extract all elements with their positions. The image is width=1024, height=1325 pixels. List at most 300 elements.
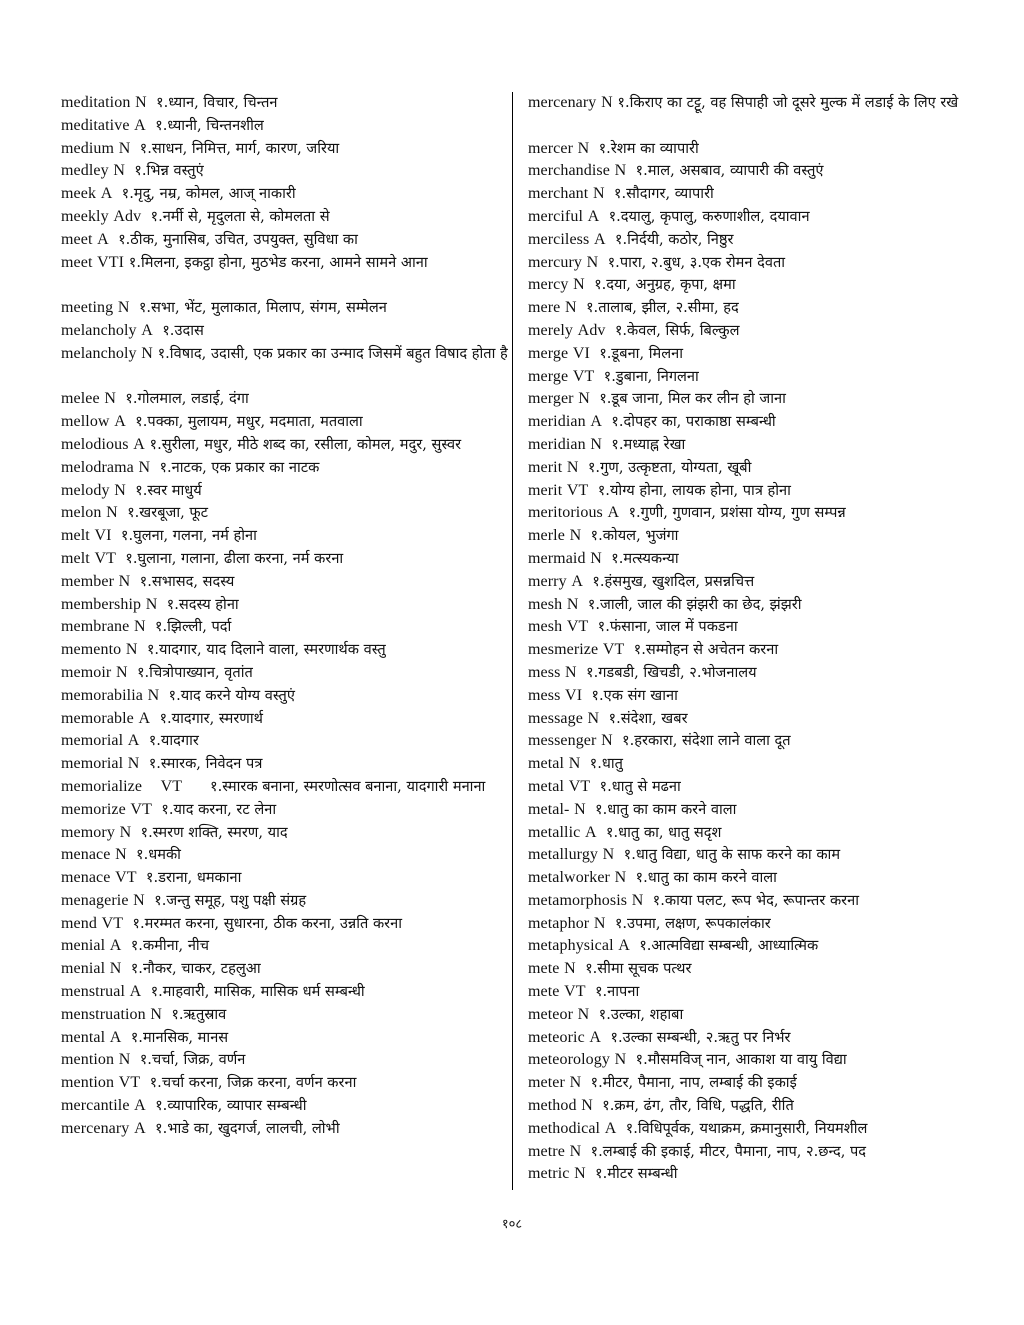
- definition: १.नाटक, एक प्रकार का नाटक: [159, 458, 320, 476]
- part-of-speech: N: [117, 299, 130, 317]
- dictionary-entry: [61, 1049, 497, 1072]
- headword: mermaid: [528, 549, 586, 567]
- part-of-speech: A: [97, 230, 109, 248]
- definition: १.मौसमविज् नान, आकाश या वायु विद्या: [635, 1051, 847, 1069]
- headword: memento: [61, 641, 122, 659]
- part-of-speech: N: [586, 253, 599, 271]
- dictionary-entry: [528, 1095, 1024, 1118]
- definition: १.ध्यान, विचार, चिन्तन: [156, 94, 278, 111]
- headword: merge: [528, 344, 569, 362]
- part-of-speech: A: [141, 321, 153, 339]
- part-of-speech: N: [581, 1097, 593, 1115]
- part-of-speech: N: [114, 481, 126, 499]
- definition: १.निर्दयी, कठोर, निष्ठुर: [614, 230, 734, 248]
- definition: १.डुबाना, निगलना: [603, 367, 699, 385]
- dictionary-entry: [528, 434, 1024, 457]
- definition: १.विधिपूर्वक, यथाक्रम, क्रमानुसारी, नियमशील: [625, 1119, 868, 1137]
- definition: १.खरबूजा, फूट: [127, 504, 209, 522]
- dictionary-entry: [528, 343, 1024, 366]
- part-of-speech: N: [614, 162, 627, 180]
- definition: १.तालाब, झील, २.सीमा, हद: [585, 299, 739, 317]
- dictionary-entry: [61, 708, 497, 731]
- part-of-speech: N: [141, 344, 153, 362]
- headword: merit: [528, 458, 563, 476]
- definition: १.योग्य होना, लायक होना, पात्र होना: [597, 481, 791, 499]
- headword: message: [528, 709, 583, 727]
- definition: १.किराए का टट्टू, वह सिपाही जो दूसरे मुल्क में लडाई के लिए रखे: [617, 94, 959, 111]
- headword: mellow: [61, 413, 110, 431]
- part-of-speech: A: [134, 1119, 146, 1137]
- headword: merle: [528, 527, 565, 545]
- headword: meridian: [528, 413, 586, 431]
- part-of-speech: N: [104, 390, 116, 408]
- headword: meteor: [528, 1005, 574, 1023]
- dictionary-entry: [61, 844, 497, 867]
- definition: १.धातु का, धातु सदृश: [605, 823, 722, 841]
- definition: १.रेशम का व्यापारी: [598, 139, 699, 157]
- dictionary-entry: [61, 92, 497, 115]
- definition: १.धमकी: [136, 846, 181, 864]
- part-of-speech: VI: [572, 344, 590, 362]
- headword: memory: [61, 823, 115, 841]
- dictionary-entry: [528, 1118, 1024, 1141]
- headword: medium: [61, 139, 115, 157]
- part-of-speech: N: [577, 139, 590, 157]
- definition: १.सीमा सूचक पत्थर: [585, 960, 692, 978]
- part-of-speech: N: [569, 527, 582, 545]
- dictionary-entry: [528, 1049, 1024, 1072]
- part-of-speech: A: [109, 1028, 122, 1046]
- headword: mercy: [528, 276, 569, 294]
- part-of-speech: A: [571, 572, 583, 590]
- headword: metallurgy: [528, 846, 599, 864]
- definition: १.मत्स्यकन्या: [611, 549, 679, 567]
- definition: १.सभा, भेंट, मुलाकात, मिलाप, संगम, सम्मेलन: [138, 299, 387, 317]
- right-column: [528, 92, 1024, 1186]
- definition: १.केवल, सिर्फ, बिल्कुल: [614, 321, 740, 339]
- dictionary-entry: [61, 480, 497, 503]
- definition: १.माल, असबाव, व्यापारी की वस्तुएं: [635, 162, 824, 180]
- definition: १.यादगार: [148, 732, 199, 750]
- part-of-speech: N: [127, 755, 140, 773]
- dictionary-entry: [61, 890, 497, 913]
- headword: menace: [61, 846, 111, 864]
- part-of-speech: A: [114, 413, 126, 431]
- definition: १.दोपहर का, पराकाष्ठा सम्बन्धी: [611, 413, 776, 431]
- definition: १.कोयल, भुजंगा: [590, 527, 679, 545]
- headword: mere: [528, 299, 561, 317]
- headword: melon: [61, 504, 102, 522]
- headword: meet: [61, 253, 93, 271]
- headword: merchant: [528, 185, 589, 203]
- definition: १.सुरीला, मधुर, मीठे शब्द का, रसीला, कोमल, मदुर, सुस्वर: [149, 435, 462, 453]
- headword: meditation: [61, 94, 131, 111]
- headword: mete: [528, 960, 560, 978]
- part-of-speech: VT: [118, 1074, 141, 1092]
- headword: merciful: [528, 207, 583, 225]
- dictionary-entry: [61, 1095, 497, 1118]
- part-of-speech: N: [133, 891, 145, 909]
- definition: १.गुणी, गुणवान, प्रशंसा योग्य, गुण सम्पन्न: [628, 504, 846, 522]
- definition: १.मध्याह्न रेखा: [611, 435, 686, 453]
- dictionary-entry: [61, 502, 497, 525]
- part-of-speech: N: [577, 1005, 590, 1023]
- dictionary-entry: [528, 1163, 1024, 1186]
- part-of-speech: A: [133, 435, 145, 453]
- definition: १.माहवारी, मासिक, मासिक धर्म सम्बन्धी: [150, 983, 365, 1001]
- headword: merciless: [528, 230, 590, 248]
- definition: १.एक संग खाना: [591, 686, 678, 704]
- definition: १.घुलाना, गलाना, ढीला करना, नर्म करना: [125, 549, 344, 567]
- dictionary-entry: [61, 662, 497, 685]
- headword: metaphor: [528, 914, 590, 932]
- part-of-speech: N: [590, 549, 602, 567]
- part-of-speech: A: [593, 230, 606, 248]
- part-of-speech: N: [565, 663, 577, 681]
- dictionary-entry: [61, 1004, 497, 1027]
- dictionary-entry: [61, 867, 497, 890]
- dictionary-entry: [61, 434, 497, 457]
- dictionary-entry: [528, 708, 1024, 731]
- dictionary-entry: [528, 92, 1024, 115]
- dictionary-entry: [61, 252, 497, 275]
- headword: melodious: [61, 435, 129, 453]
- definition: १.मीटर सम्बन्धी: [595, 1165, 678, 1183]
- dictionary-entry: [528, 1027, 1024, 1050]
- definition: १.यादगार, याद दिलाने वाला, स्मरणार्थक वस्तु: [146, 641, 386, 659]
- headword: merely: [528, 321, 574, 339]
- part-of-speech: N: [574, 1165, 586, 1183]
- part-of-speech: VT: [130, 800, 152, 818]
- dictionary-entry: [528, 252, 1024, 275]
- dictionary-entry: [528, 1072, 1024, 1095]
- headword: metal: [528, 777, 565, 795]
- definition: १.स्वर माधुर्य: [135, 481, 202, 499]
- definition: १.सम्मोहन से अचेतन करना: [633, 641, 779, 659]
- definition: १.पारा, २.बुध, ३.एक रोमन देवता: [607, 253, 786, 271]
- dictionary-entry: [61, 343, 508, 366]
- headword: menace: [61, 869, 111, 887]
- definition: १.ठीक, मुनासिब, उचित, उपयुक्त, सुविधा का: [118, 230, 358, 248]
- part-of-speech: N: [614, 1051, 627, 1069]
- part-of-speech: N: [566, 458, 579, 476]
- headword: menial: [61, 937, 106, 955]
- part-of-speech: N: [590, 435, 602, 453]
- dictionary-entry: [528, 548, 1024, 571]
- part-of-speech: N: [125, 641, 138, 659]
- dictionary-entry: [528, 730, 1024, 753]
- headword: meet: [61, 230, 93, 248]
- headword: metre: [528, 1142, 565, 1160]
- part-of-speech: N: [150, 1005, 163, 1023]
- definition: १.नापना: [594, 983, 640, 1001]
- definition: १.नौकर, चाकर, टहलुआ: [130, 960, 261, 978]
- part-of-speech: N: [587, 709, 600, 727]
- definition: १.गुण, उत्कृष्टता, योग्यता, खूबी: [587, 458, 752, 476]
- headword: membrane: [61, 618, 130, 636]
- definition: १.आत्मविद्या सम्बन्धी, आध्यात्मिक: [639, 937, 819, 955]
- definition: १.घुलना, गलना, नर्म होना: [120, 527, 257, 545]
- part-of-speech: N: [568, 755, 581, 773]
- dictionary-entry: [528, 457, 1024, 480]
- dictionary-entry: [61, 571, 497, 594]
- dictionary-entry: [528, 867, 1024, 890]
- dictionary-entry: [528, 274, 1024, 297]
- dictionary-entry: [528, 822, 1024, 845]
- headword: menagerie: [61, 891, 129, 909]
- part-of-speech: VT: [115, 869, 137, 887]
- headword: mesh: [528, 618, 563, 636]
- dictionary-entry: [528, 935, 1024, 958]
- headword: memorial: [61, 732, 124, 750]
- part-of-speech: A: [129, 983, 142, 1001]
- definition: १.झिल्ली, पर्दा: [154, 618, 232, 636]
- headword: mess: [528, 686, 561, 704]
- left-column: [61, 92, 508, 1141]
- headword: method: [528, 1097, 577, 1115]
- definition: १.संदेशा, खबर: [608, 709, 688, 727]
- definition: १.गडबडी, खिचडी, २.भोजनालय: [585, 663, 757, 681]
- headword: mercenary: [61, 1119, 130, 1137]
- definition: १.दया, अनुग्रह, कृपा, क्षमा: [594, 276, 736, 294]
- part-of-speech: A: [134, 116, 146, 134]
- dictionary-entry: [61, 730, 497, 753]
- part-of-speech: N: [578, 390, 590, 408]
- dictionary-entry: [61, 411, 497, 434]
- dictionary-entry: [61, 753, 497, 776]
- definition: १.सदस्य होना: [166, 595, 239, 613]
- headword: metamorphosis: [528, 891, 628, 909]
- dictionary-entry: [61, 548, 497, 571]
- dictionary-entry: [528, 844, 1024, 867]
- part-of-speech: VT: [94, 549, 117, 567]
- headword: mercer: [528, 139, 574, 157]
- definition: १.धातु विद्या, धातु के साफ करने का काम: [623, 846, 841, 864]
- headword: merit: [528, 481, 563, 499]
- headword: menial: [61, 960, 106, 978]
- part-of-speech: VI: [94, 527, 112, 545]
- headword: meeting: [61, 299, 114, 317]
- dictionary-entry: [528, 229, 1024, 252]
- headword: meditative: [61, 116, 130, 134]
- part-of-speech: N: [569, 1142, 582, 1160]
- column-divider: [512, 92, 513, 1190]
- part-of-speech: N: [631, 891, 644, 909]
- headword: membership: [61, 595, 142, 613]
- definition: १.ऋतुस्राव: [171, 1005, 227, 1023]
- part-of-speech: N: [147, 686, 160, 704]
- part-of-speech: N: [564, 960, 576, 978]
- definition: १.ध्यानी, चिन्तनशील: [155, 116, 264, 134]
- dictionary-entry: [61, 981, 497, 1004]
- definition: १.हरकारा, संदेशा लाने वाला दूत: [622, 732, 791, 750]
- dictionary-entry: [61, 138, 497, 161]
- definition: १.भिन्न वस्तुएं: [134, 162, 204, 180]
- part-of-speech: N: [113, 162, 125, 180]
- part-of-speech: A: [587, 207, 600, 225]
- definition: १.स्मारक बनाना, स्मरणोत्सव बनाना, यादगारी मनाना: [210, 777, 486, 795]
- part-of-speech: N: [119, 823, 132, 841]
- dictionary-entry: [528, 525, 1024, 548]
- headword: mercenary: [528, 94, 597, 111]
- dictionary-entry: [61, 115, 497, 138]
- dictionary-entry: [61, 206, 497, 229]
- definition: १.भाडे का, खुदगर्ज, लालची, लोभी: [155, 1119, 340, 1137]
- dictionary-entry: [61, 297, 497, 320]
- definition: १.जाली, जाल की झंझरी का छेद, झंझरी: [587, 595, 802, 613]
- dictionary-entry: [61, 1072, 497, 1095]
- definition: १.सौदागर, व्यापारी: [613, 185, 714, 203]
- definition: १.चित्रोपाख्यान, वृतांत: [136, 663, 253, 681]
- headword: member: [61, 572, 115, 590]
- dictionary-entry: [61, 913, 497, 936]
- definition: १.उपमा, लक्षण, रूपकालंकार: [614, 914, 771, 932]
- part-of-speech: A: [618, 937, 630, 955]
- headword: medley: [61, 162, 109, 180]
- headword: melodrama: [61, 458, 134, 476]
- headword: mend: [61, 914, 97, 932]
- dictionary-entry: [528, 366, 1024, 389]
- definition: १.उल्का, शहाबा: [598, 1005, 684, 1023]
- definition: १.याद करने योग्य वस्तुएं: [168, 686, 295, 704]
- part-of-speech: A: [138, 709, 151, 727]
- part-of-speech: VT: [160, 777, 183, 795]
- headword: mesmerize: [528, 641, 599, 659]
- dictionary-entry: [528, 160, 1024, 183]
- part-of-speech: N: [565, 299, 577, 317]
- part-of-speech: N: [569, 1074, 582, 1092]
- definition: १.धातु: [589, 755, 623, 773]
- dictionary-entry: [528, 411, 1024, 434]
- headword: metalworker: [528, 869, 610, 887]
- dictionary-entry: [528, 981, 1024, 1004]
- headword: memoir: [61, 663, 112, 681]
- headword: meteorology: [528, 1051, 610, 1069]
- part-of-speech: VT: [602, 641, 625, 659]
- part-of-speech: N: [115, 846, 127, 864]
- headword: mental: [61, 1028, 106, 1046]
- dictionary-entry: [528, 753, 1024, 776]
- headword: metallic: [528, 823, 581, 841]
- headword: melancholy: [61, 321, 137, 339]
- headword: messenger: [528, 732, 597, 750]
- definition: १.मृदु, नम्र, कोमल, आज् नाकारी: [121, 185, 296, 203]
- headword: memorialize: [61, 777, 143, 795]
- dictionary-entry: [528, 890, 1024, 913]
- definition: १.क्रम, ढंग, तौर, विधि, पद्धति, रीति: [602, 1097, 794, 1115]
- dictionary-entry: [61, 799, 497, 822]
- headword: metal-: [528, 800, 570, 818]
- part-of-speech: N: [133, 618, 146, 636]
- headword: mesh: [528, 595, 563, 613]
- definition: १.नर्मी से, मृदुलता से, कोमलता से: [150, 207, 330, 225]
- dictionary-entry: [61, 525, 497, 548]
- definition: १.चर्चा करना, जिक्र करना, वर्णन करना: [149, 1074, 357, 1092]
- part-of-speech: N: [574, 800, 586, 818]
- dictionary-entry: [528, 799, 1024, 822]
- definition: १.जन्तु समूह, पशु पक्षी संग्रह: [154, 891, 307, 909]
- dictionary-entry: [528, 388, 1024, 411]
- definition: १.याद करना, रट लेना: [161, 800, 277, 818]
- headword: memorabilia: [61, 686, 143, 704]
- dictionary-entry: [528, 297, 1024, 320]
- definition: १.डूब जाना, मिल कर लीन हो जाना: [599, 390, 786, 408]
- part-of-speech: N: [118, 572, 131, 590]
- definition: १.चर्चा, जिक्र, वर्णन: [139, 1051, 246, 1069]
- headword: meek: [61, 185, 97, 203]
- dictionary-entry: [61, 822, 497, 845]
- dictionary-entry: [528, 776, 1024, 799]
- dictionary-entry: [528, 320, 1024, 343]
- dictionary-entry: [528, 913, 1024, 936]
- definition: १.स्मरण शक्ति, स्मरण, याद: [140, 823, 288, 841]
- definition: १.उदास: [162, 321, 204, 339]
- part-of-speech: N: [106, 504, 118, 522]
- part-of-speech: A: [604, 1119, 617, 1137]
- headword: meridian: [528, 435, 586, 453]
- definition: १.मानसिक, मानस: [130, 1028, 229, 1046]
- headword: meekly: [61, 207, 109, 225]
- dictionary-entry: [61, 616, 497, 639]
- definition: १.विषाद, उदासी, एक प्रकार का उन्माद जिसमें बहुत विषाद होता है: [157, 344, 508, 362]
- definition: १.मीटर, पैमाना, नाप, लम्बाई की इकाई: [590, 1074, 797, 1092]
- definition: १.काया पलट, रूप भेद, रूपान्तर करना: [652, 891, 860, 909]
- part-of-speech: N: [592, 185, 605, 203]
- definition: १.पक्का, मुलायम, मधुर, मदमाता, मतवाला: [135, 413, 363, 431]
- dictionary-entry: [61, 639, 497, 662]
- part-of-speech: VTI: [97, 253, 125, 271]
- part-of-speech: N: [601, 94, 613, 111]
- definition: १.यादगार, स्मरणार्थ: [159, 709, 263, 727]
- definition: १.सभासद, सदस्य: [139, 572, 235, 590]
- definition: १.स्मारक, निवेदन पत्र: [148, 755, 263, 773]
- dictionary-entry: [528, 958, 1024, 981]
- part-of-speech: Adv: [577, 321, 606, 339]
- part-of-speech: A: [127, 732, 140, 750]
- part-of-speech: A: [607, 504, 620, 522]
- definition: १.मिलना, इकट्ठा होना, मुठभेड करना, आमने सामने आना: [128, 253, 428, 271]
- part-of-speech: A: [590, 413, 602, 431]
- headword: merge: [528, 367, 569, 385]
- part-of-speech: N: [109, 960, 122, 978]
- part-of-speech: N: [145, 595, 158, 613]
- headword: memorable: [61, 709, 134, 727]
- part-of-speech: N: [593, 914, 606, 932]
- dictionary-entry: [61, 685, 497, 708]
- headword: mercantile: [61, 1097, 130, 1115]
- headword: merchandise: [528, 162, 610, 180]
- dictionary-entry: [61, 457, 497, 480]
- dictionary-entry: [528, 639, 1024, 662]
- headword: metric: [528, 1165, 570, 1183]
- dictionary-entry: [528, 206, 1024, 229]
- dictionary-entry: [61, 160, 497, 183]
- dictionary-entry: [528, 183, 1024, 206]
- headword: menstrual: [61, 983, 125, 1001]
- headword: melee: [61, 390, 100, 408]
- part-of-speech: N: [116, 663, 128, 681]
- dictionary-entry: [528, 502, 1024, 525]
- headword: meter: [528, 1074, 565, 1092]
- definition: १.फंसाना, जाल में पकडना: [597, 618, 738, 636]
- dictionary-entry: [528, 138, 1024, 161]
- headword: melt: [61, 527, 90, 545]
- dictionary-entry: [528, 662, 1024, 685]
- part-of-speech: A: [589, 1028, 602, 1046]
- definition: १.मरम्मत करना, सुधारना, ठीक करना, उन्नति करना: [132, 914, 403, 932]
- headword: metaphysical: [528, 937, 614, 955]
- part-of-speech: N: [614, 869, 627, 887]
